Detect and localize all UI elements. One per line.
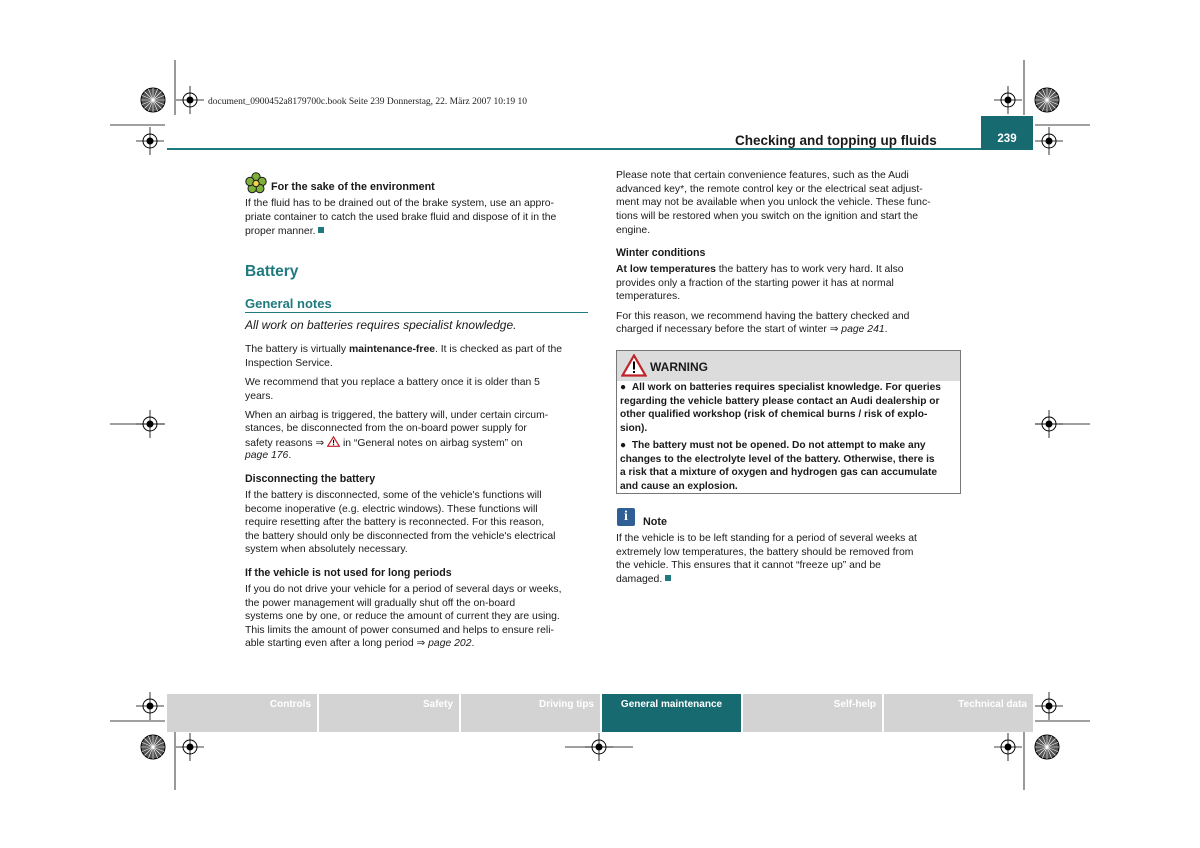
bullet-dot-icon: ● — [620, 440, 627, 451]
p1-b: maintenance-free — [348, 344, 435, 355]
end-square-icon — [665, 575, 671, 581]
warning-box — [616, 350, 961, 494]
airbag-line-4 — [245, 449, 291, 463]
note-line-4 — [616, 573, 671, 587]
disconnect-line-3: require resetting after the battery is reconnected. For this reason, — [245, 517, 545, 528]
disconnect-line-2: become inoperative (e.g. electric windows). These functions will — [245, 504, 538, 515]
convenience-line-1: Please note that certain convenience features, such as the Audi — [616, 170, 909, 181]
p3-4b: . — [288, 450, 292, 461]
check-line-1: For this reason, we recommend having the battery checked and — [616, 311, 910, 322]
note-heading: Note — [643, 516, 667, 528]
general-notes-heading: General notes — [245, 296, 332, 311]
warning-header — [617, 351, 960, 381]
convenience-line-5: engine. — [616, 225, 651, 236]
tab-technical-data-label: Technical data — [958, 699, 1027, 710]
winter-line-3: temperatures. — [616, 291, 681, 302]
disconnect-heading: Disconnecting the battery — [245, 473, 376, 485]
disconnect-line-5: system when absolutely necessary. — [245, 544, 408, 555]
p3-2c: . — [884, 324, 888, 335]
maintenance-line-1 — [245, 343, 562, 357]
tab-general-maintenance-label: General maintenance — [620, 699, 723, 710]
note-line-1: If the vehicle is to be left standing for a period of several weeks at — [616, 533, 917, 544]
section-rule — [245, 312, 588, 313]
page-202-link[interactable]: page 202 — [428, 638, 472, 649]
env-line-3 — [245, 225, 324, 239]
tab-driving-tips-label: Driving tips — [538, 699, 594, 710]
end-square-icon — [318, 227, 324, 233]
note-line-3: the vehicle. This ensures that it cannot “freeze up” and be — [616, 560, 881, 571]
warning-item-2-line-4: and cause an explosion. — [620, 481, 738, 492]
page-header-title: Checking and topping up fluids — [735, 133, 937, 148]
disconnect-line-1: If the battery is disconnected, some of the vehicle's functions will — [245, 490, 542, 501]
tab-self-help[interactable] — [743, 694, 882, 732]
not-used-line-3: systems one by one, or reduce the amount of current they are using. — [245, 611, 560, 622]
winter-line-1 — [616, 263, 904, 277]
environment-heading: For the sake of the environment — [271, 181, 435, 193]
warning-triangle-icon[interactable] — [327, 436, 340, 447]
not-used-line-2: the power management will gradually shut off the on-board — [245, 598, 516, 609]
note-line-4-text: damaged. — [616, 574, 663, 585]
p2-1a: At low temperatures — [616, 264, 716, 275]
airbag-line-2: stances, be disconnected from the on-board power supply for — [245, 423, 527, 434]
env-line-3-text: proper manner. — [245, 226, 316, 237]
battery-heading: Battery — [245, 263, 299, 280]
p5-5a: able starting even after a long period ⇒ — [245, 638, 429, 649]
p3-3b: in “General notes on airbag system” on — [340, 438, 523, 449]
page-number-text: 239 — [997, 133, 1017, 145]
intro-text: All work on batteries requires specialist knowledge. — [245, 318, 517, 332]
winter-line-2: provides only a fraction of the starting power it has at normal — [616, 278, 894, 289]
warning-item-2-line-3: a risk that a mixture of oxygen and hydrogen gas can accumulate — [620, 467, 938, 478]
page-number — [981, 116, 1033, 150]
tab-self-help-label: Self-help — [833, 699, 876, 710]
warning-item-1-line-4: sion). — [620, 423, 648, 434]
not-used-line-5 — [245, 637, 474, 651]
winter-heading: Winter conditions — [616, 247, 706, 259]
w1-1: All work on batteries requires specialist knowledge. For queries — [631, 382, 941, 393]
warning-item-2-line-1 — [620, 439, 926, 453]
tab-general-maintenance[interactable] — [602, 694, 741, 732]
p5-5c: . — [471, 638, 475, 649]
page-241-link[interactable]: page 241 — [841, 324, 885, 335]
warning-item-1-line-2: regarding the vehicle battery please contact an Audi dealership or — [620, 396, 940, 407]
convenience-line-4: tions will be restored when you switch on the ignition and start the — [616, 211, 919, 222]
maintenance-line-2: Inspection Service. — [245, 358, 333, 369]
bullet-dot-icon: ● — [620, 382, 627, 393]
p1-c: . It is checked as part of the — [435, 344, 563, 355]
note-line-2: extremely low temperatures, the battery should be removed from — [616, 547, 914, 558]
replace-line-2: years. — [245, 391, 274, 402]
replace-line-1: We recommend that you replace a battery once it is older than 5 — [245, 377, 540, 388]
convenience-line-3: ment may not be available when you unlock the vehicle. These func- — [616, 197, 931, 208]
print-info: document_0900452a8179700c.book Seite 239 Donnerstag, 22. März 2007 10:19 10 — [208, 97, 527, 107]
w2-1: The battery must not be opened. Do not attempt to make any — [631, 440, 926, 451]
disconnect-line-4: the battery should only be disconnected from the vehicle's electrical — [245, 531, 556, 542]
tab-safety-label: Safety — [422, 699, 453, 710]
not-used-line-1: If you do not drive your vehicle for a period of several days or weeks, — [245, 584, 562, 595]
not-used-line-4: This limits the amount of power consumed and helps to ensure reli- — [245, 625, 554, 636]
tab-controls-label: Controls — [269, 699, 311, 710]
env-line-1: If the fluid has to be drained out of the brake system, use an appro- — [245, 198, 555, 209]
warning-item-1-line-1 — [620, 381, 941, 395]
tab-safety[interactable] — [319, 694, 459, 732]
p3-3a: safety reasons ⇒ — [245, 438, 328, 449]
warning-title: WARNING — [650, 360, 708, 374]
header-rule — [167, 148, 981, 150]
p3-2a: charged if necessary before the start of winter ⇒ — [616, 324, 842, 335]
info-icon: i — [617, 508, 635, 526]
tab-controls[interactable] — [167, 694, 317, 732]
flower-icon — [245, 172, 267, 194]
airbag-line-1: When an airbag is triggered, the battery will, under certain circum- — [245, 410, 549, 421]
tab-technical-data[interactable] — [884, 694, 1033, 732]
warning-item-1-line-3: other qualified workshop (risk of chemical burns / risk of explo- — [620, 409, 928, 420]
not-used-heading: If the vehicle is not used for long periods — [245, 567, 452, 579]
p2-1b: the battery has to work very hard. It also — [715, 264, 904, 275]
tab-driving-tips[interactable] — [461, 694, 600, 732]
p1-a: The battery is virtually — [245, 344, 349, 355]
page-176-link[interactable]: page 176 — [245, 450, 289, 461]
warning-triangle-icon — [621, 354, 647, 377]
check-line-2 — [616, 323, 888, 337]
convenience-line-2: advanced key*, the remote control key or the electrical seat adjust- — [616, 184, 923, 195]
warning-item-2-line-2: changes to the electrolyte level of the battery. Otherwise, there is — [620, 454, 935, 465]
env-line-2: priate container to catch the used brake fluid and dispose of it in the — [245, 212, 557, 223]
